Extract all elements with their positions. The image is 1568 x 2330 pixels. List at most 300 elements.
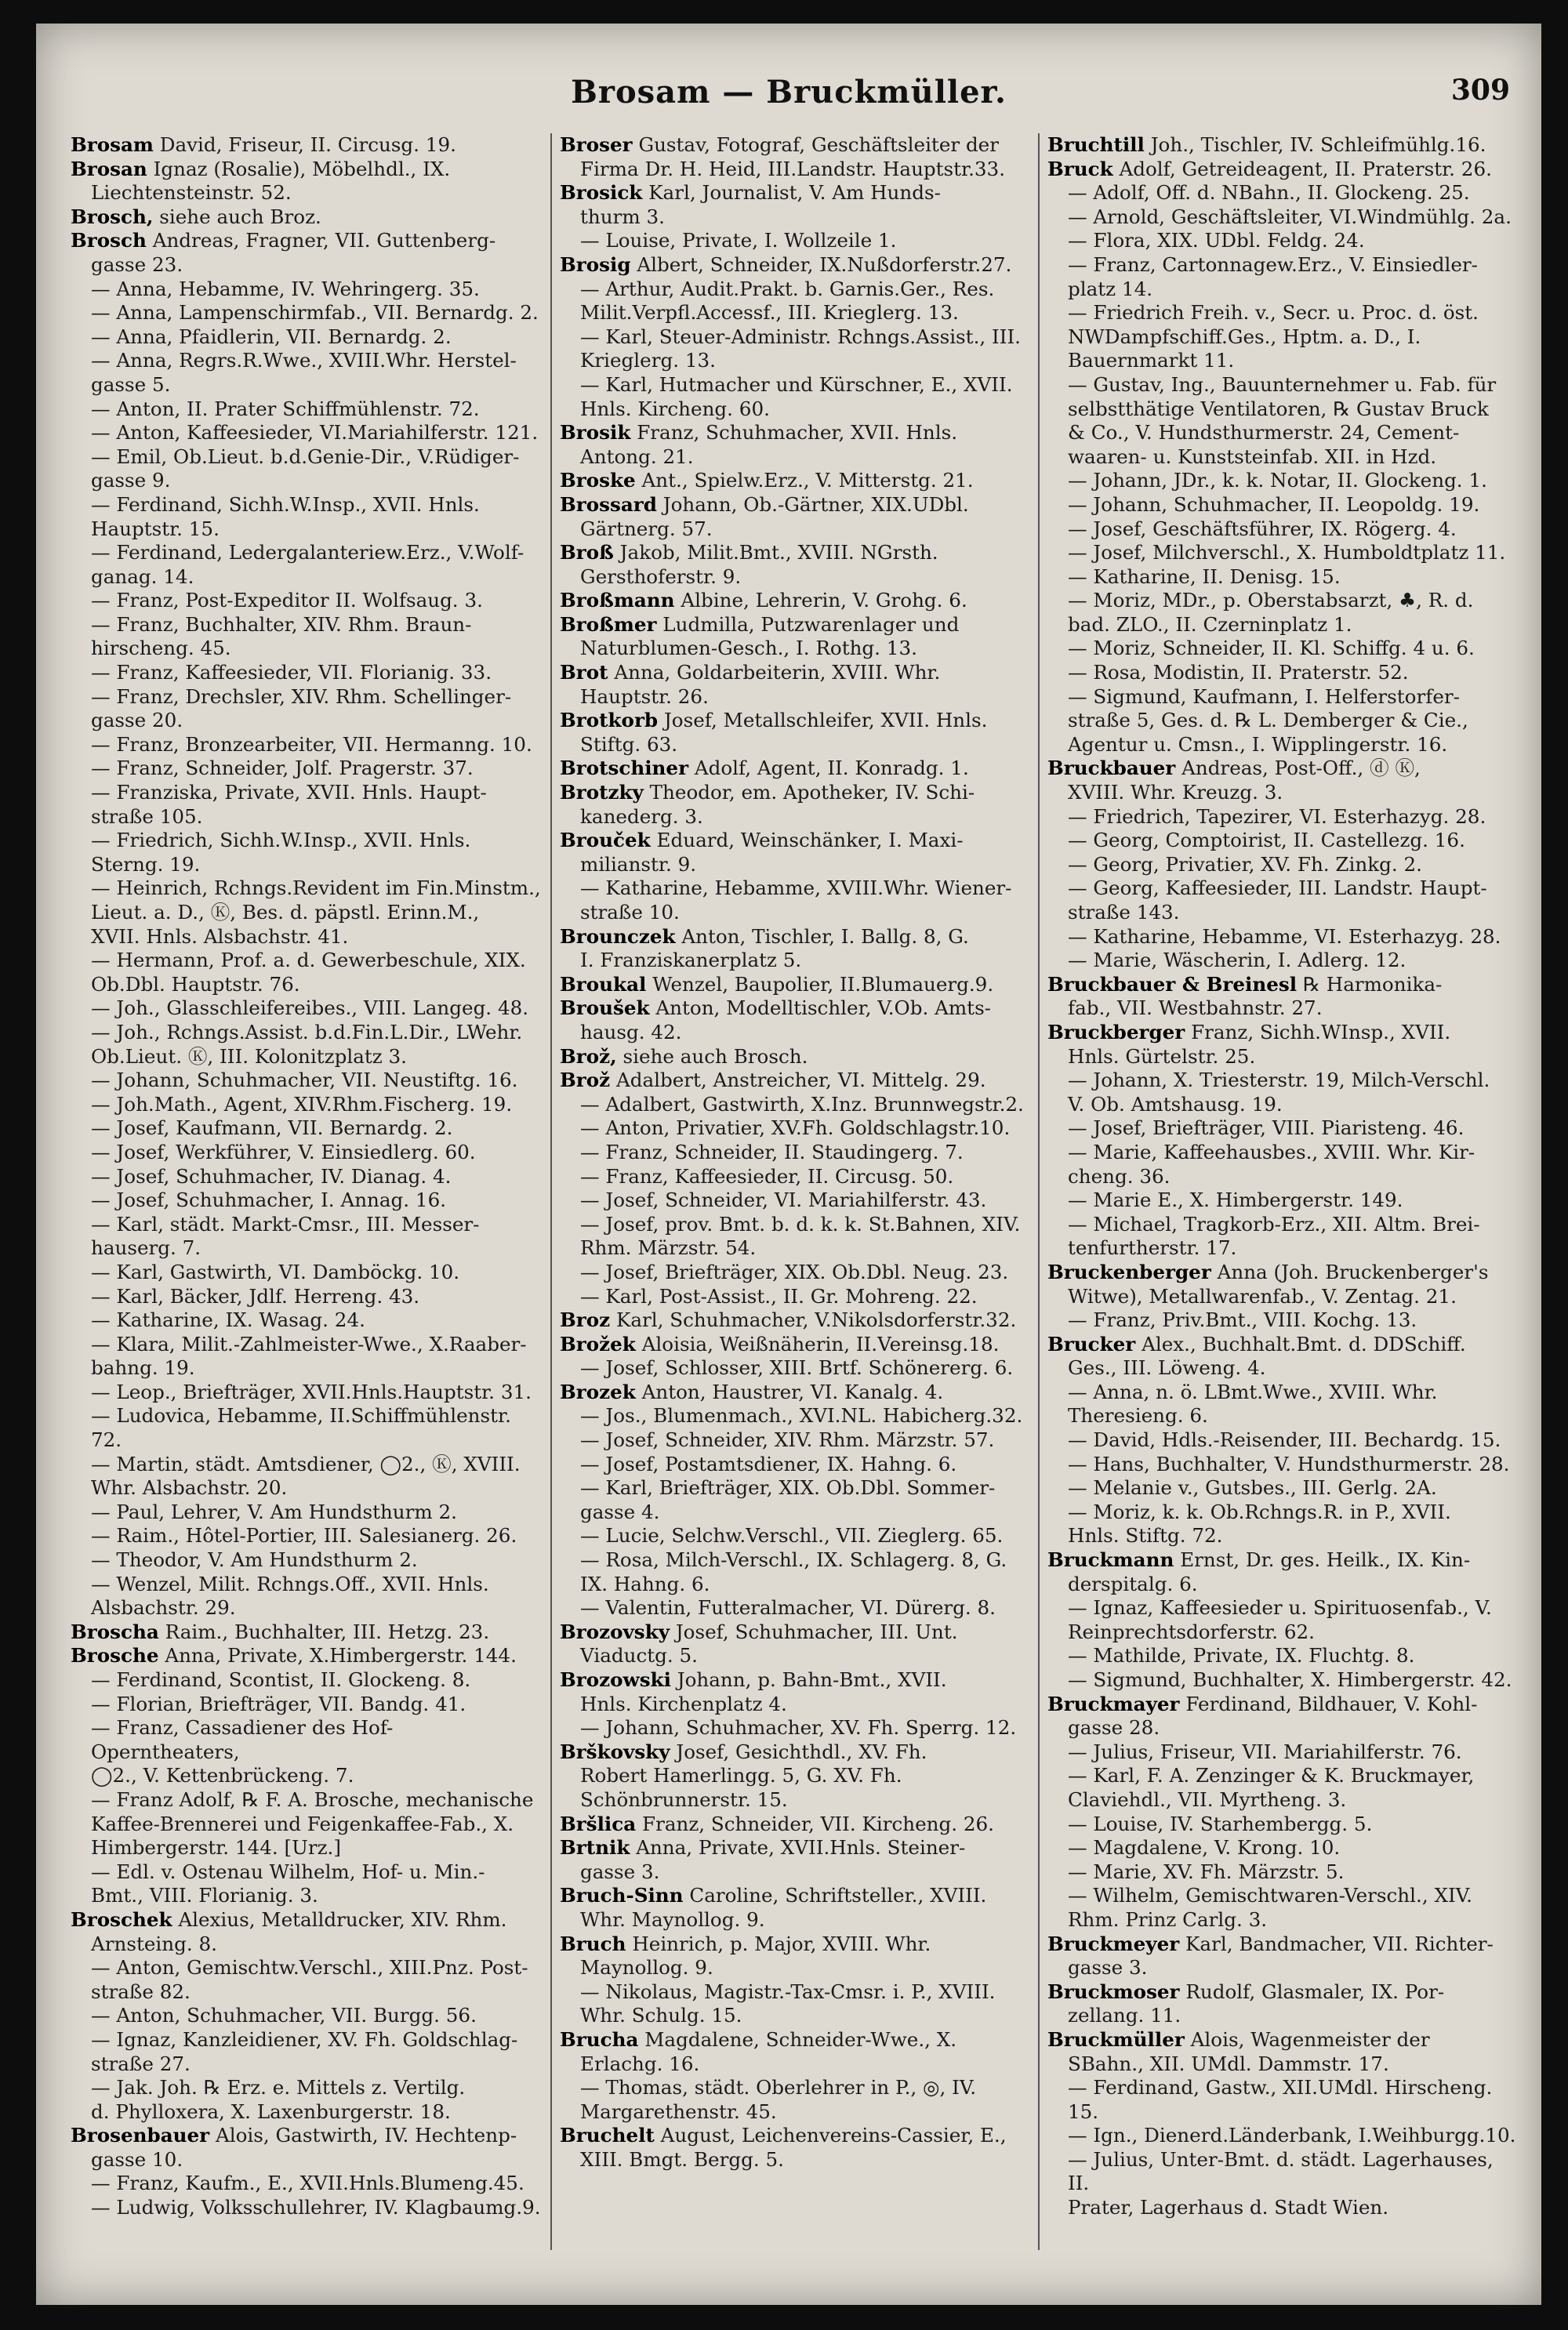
entry-surname: Brož <box>560 1069 611 1092</box>
entry-text: — Karl, F. A. Zenzinger & K. Bruckmayer, <box>1068 1764 1475 1787</box>
directory-entry <box>71 325 541 350</box>
entry-text: Josef, Metallschleifer, XVII. Hnls. <box>663 709 988 732</box>
directory-entry <box>560 1693 1030 1717</box>
entry-text: — Louise, Private, I. Wollzeile 1. <box>580 229 897 252</box>
entry-text: — Josef, Geschäftsführer, IX. Rögerg. 4. <box>1068 517 1457 540</box>
entry-text: — Ludovica, Hebamme, II.Schiffmühlenstr. 72. <box>91 1404 511 1452</box>
directory-entry <box>1047 349 1518 373</box>
entry-text: — Josef, Milchverschl., X. Humboldtplatz 11. <box>1068 541 1506 564</box>
directory-entry <box>1047 781 1518 805</box>
entry-text: — Franz, Priv.Bmt., VIII. Kochg. 13. <box>1068 1308 1417 1332</box>
directory-entry <box>71 1596 541 1620</box>
entry-text: — Ferdinand, Gastw., XII.UMdl. Hirscheng. 15. <box>1068 2076 1493 2123</box>
directory-entry <box>560 205 1030 230</box>
entry-text: — Lucie, Selchw.Verschl., VII. Zieglerg. 65. <box>580 1524 1004 1548</box>
directory-entry <box>560 757 1030 781</box>
entry-text: — Melanie v., Gutsbes., III. Gerlg. 2A. <box>1068 1476 1437 1500</box>
column-divider <box>1038 133 1040 2250</box>
entry-text: Andreas, Post-Off., ⓓ Ⓚ, <box>1181 757 1421 780</box>
entry-text: thurm 3. <box>580 205 665 228</box>
directory-entry <box>1047 1476 1518 1501</box>
directory-entry <box>560 1476 1030 1501</box>
entry-text: Ignaz (Rosalie), Möbelhdl., IX. <box>153 157 451 180</box>
entry-text: — Adolf, Off. d. NBahn., II. Glockeng. 25. <box>1068 181 1470 205</box>
directory-entry <box>1047 1021 1518 1045</box>
entry-surname: Broschek <box>71 1907 172 1931</box>
directory-entry <box>1047 1093 1518 1117</box>
entry-text: Adalbert, Anstreicher, VI. Mittelg. 29. <box>615 1069 986 1092</box>
entry-text: — Johann, Schuhmacher, XV. Fh. Sperrg. 12. <box>580 1716 1017 1740</box>
directory-entry <box>71 1093 541 1117</box>
entry-text: — Friedrich, Tapezirer, VI. Esterhazyg. 28. <box>1068 804 1486 828</box>
directory-entry <box>1047 1860 1518 1885</box>
entry-text: Ob.Dbl. Hauptstr. 76. <box>91 972 300 996</box>
directory-entry <box>1047 445 1518 470</box>
directory-entry <box>71 589 541 613</box>
directory-entry <box>71 2076 541 2100</box>
entry-text: — Franz, Post-Expeditor II. Wolfsaug. 3. <box>91 589 483 612</box>
directory-entry <box>71 278 541 302</box>
entry-text: Erlachg. 16. <box>580 2052 700 2075</box>
entry-text: hauserg. 7. <box>91 1236 201 1260</box>
directory-entry <box>560 1620 1030 1645</box>
directory-entry <box>1047 1524 1518 1548</box>
entry-surname: Bršlica <box>560 1812 637 1835</box>
entry-text: — Josef, Schlosser, XIII. Brtf. Schönererg. 6. <box>580 1356 1014 1380</box>
directory-entry <box>560 2076 1030 2100</box>
entry-text: Adolf, Agent, II. Konradg. 1. <box>694 757 969 780</box>
entry-text: — Ignaz, Kanzleidiener, XV. Fh. Goldschlag- <box>91 2027 518 2051</box>
entry-text: — Anton, Schuhmacher, VII. Burgg. 56. <box>91 2004 477 2027</box>
entry-text: — Marie, XV. Fh. Märzstr. 5. <box>1068 1860 1345 1883</box>
directory-entry <box>1047 1381 1518 1405</box>
directory-entry <box>71 301 541 325</box>
entry-text: — Friedrich, Sichh.W.Insp., XVII. Hnls. <box>91 829 471 852</box>
directory-entry <box>71 685 541 710</box>
directory-entry <box>71 1453 541 1477</box>
entry-text: — Hans, Buchhalter, V. Hundsthurmerstr. 28. <box>1068 1452 1510 1475</box>
entry-text: Wenzel, Baupolier, II.Blumauerg.9. <box>652 972 994 996</box>
entry-text: — Josef, Schuhmacher, I. Annag. 16. <box>91 1189 447 1212</box>
entry-surname: Broscha <box>71 1620 159 1643</box>
directory-entry <box>71 229 541 253</box>
directory-entry <box>560 1045 1030 1069</box>
entry-surname: Brotzky <box>560 781 644 804</box>
page-title: Brosam — Bruckmüller. <box>571 74 1007 111</box>
directory-entry <box>1047 1740 1518 1765</box>
entry-text: Himbergerstr. 144. [Urz.] <box>91 1836 341 1860</box>
entry-text: — Florian, Briefträger, VII. Bandg. 41. <box>91 1692 466 1715</box>
directory-entry <box>71 1813 541 1837</box>
entry-text: — Anna, Regrs.R.Wwe., XVIII.Whr. Herstel- <box>91 349 517 372</box>
directory-entry <box>560 709 1030 733</box>
directory-entry <box>560 1933 1030 1957</box>
directory-entry <box>560 517 1030 542</box>
entry-text: David, Friseur, II. Circusg. 19. <box>159 133 456 156</box>
directory-entry <box>71 2004 541 2028</box>
directory-entry <box>560 1404 1030 1428</box>
entry-text: tenfurtherstr. 17. <box>1068 1236 1237 1260</box>
entry-text: August, Leichenvereins-Cassier, E., <box>660 2124 1007 2147</box>
directory-entry <box>71 1884 541 1908</box>
entry-text: — Franz Adolf, ℞ F. A. Brosche, mechanische <box>91 1787 534 1811</box>
entry-surname: Brosch <box>71 229 147 252</box>
entry-text: Eduard, Weinschänker, I. Maxi- <box>656 829 964 852</box>
directory-entry <box>71 2196 541 2220</box>
entry-text: — Sigmund, Kaufmann, I. Helferstorfer- <box>1068 684 1460 708</box>
entry-text: Naturblumen-Gesch., I. Rothg. 13. <box>580 637 917 660</box>
directory-entry <box>560 373 1030 397</box>
directory-entry <box>560 2100 1030 2125</box>
directory-entry <box>560 1596 1030 1620</box>
entry-text: Josef, Gesichthdl., XV. Fh. <box>676 1740 927 1763</box>
directory-entry <box>1047 661 1518 685</box>
directory-entry <box>560 301 1030 325</box>
directory-entry <box>1047 1453 1518 1477</box>
directory-entry <box>560 1956 1030 1980</box>
entry-text: selbstthätige Ventilatoren, ℞ Gustav Bruck <box>1068 397 1489 420</box>
entry-text: Whr. Alsbachstr. 20. <box>91 1476 288 1500</box>
directory-entry <box>71 1381 541 1405</box>
directory-entry <box>1047 325 1518 350</box>
entry-text: Agentur u. Cmsn., I. Wipplingerstr. 16. <box>1068 732 1448 756</box>
entry-surname: Bruckberger <box>1047 1020 1185 1043</box>
entry-text: — Hermann, Prof. a. d. Gewerbeschule, XIX. <box>91 949 526 972</box>
directory-entry <box>1047 133 1518 158</box>
directory-entry <box>560 996 1030 1021</box>
directory-entry <box>1047 1620 1518 1645</box>
entry-text: Ges., III. Löweng. 4. <box>1068 1356 1266 1380</box>
directory-entry <box>560 1356 1030 1381</box>
directory-entry <box>1047 685 1518 710</box>
directory-entry <box>560 1093 1030 1117</box>
directory-entry <box>1047 253 1518 278</box>
entry-text: Prater, Lagerhaus d. Stadt Wien. <box>1068 2196 1389 2219</box>
directory-entry <box>560 1453 1030 1477</box>
directory-entry <box>560 565 1030 590</box>
entry-text: — Anna, Pfaidlerin, VII. Bernardg. 2. <box>91 325 452 348</box>
entry-text: — Johann, Schuhmacher, II. Leopoldg. 19. <box>1068 492 1480 516</box>
directory-entry <box>1047 637 1518 661</box>
entry-text: — Karl, Hutmacher und Kürschner, E., XVII. <box>580 372 1013 396</box>
entry-surname: Broßmer <box>560 612 657 636</box>
directory-entry <box>560 1069 1030 1093</box>
entry-text: Anna, Goldarbeiterin, XVIII. Whr. <box>614 661 941 684</box>
entry-text: — Johann, JDr., k. k. Notar, II. Glockeng. 1. <box>1068 469 1487 492</box>
entry-text: Alois, Wagenmeister der <box>1190 2027 1430 2051</box>
entry-text: — Valentin, Futteralmacher, VI. Dürerg. 8. <box>580 1596 996 1620</box>
entry-text: gasse 5. <box>91 372 171 396</box>
entry-text: Gersthoferstr. 9. <box>580 564 742 588</box>
entry-text: Franz, Schuhmacher, XVII. Hnls. <box>637 421 958 445</box>
entry-text: Hnls. Gürtelstr. 25. <box>1068 1044 1256 1068</box>
directory-entry <box>560 1189 1030 1213</box>
entry-surname: Bruch-Sinn <box>560 1884 684 1907</box>
directory-entry <box>71 1644 541 1668</box>
entry-surname: Brtnik <box>560 1836 630 1860</box>
directory-entry <box>1047 1908 1518 1933</box>
entry-surname: Brouček <box>560 829 651 852</box>
entry-text: — Anna, n. ö. LBmt.Wwe., XVIII. Whr. <box>1068 1380 1438 1403</box>
entry-text: — Franz, Schneider, Jolf. Pragerstr. 37. <box>91 757 474 780</box>
directory-entry <box>71 397 541 422</box>
entry-text: — Ferdinand, Sichh.W.Insp., XVII. Hnls. <box>91 492 480 516</box>
directory-entry <box>71 1069 541 1093</box>
entry-text: — Josef, prov. Bmt. b. d. k. k. St.Bahnen, XIV. <box>580 1212 1021 1236</box>
directory-entry <box>71 829 541 853</box>
directory-entry <box>71 469 541 493</box>
directory-entry <box>1047 1644 1518 1668</box>
directory-entry <box>71 757 541 781</box>
directory-entry <box>71 901 541 925</box>
entry-text: kanederg. 3. <box>580 804 703 828</box>
entry-text: gasse 3. <box>580 1860 660 1883</box>
entry-text: — Josef, Briefträger, VIII. Piaristeng. 46. <box>1068 1116 1465 1140</box>
entry-text: Josef, Schuhmacher, III. Unt. <box>675 1620 958 1643</box>
directory-entry <box>560 637 1030 661</box>
entry-text: straße 105. <box>91 804 203 828</box>
entry-text: — Arnold, Geschäftsleiter, VI.Windmühlg. 2a. <box>1068 205 1512 228</box>
directory-entry <box>71 421 541 445</box>
entry-text: — Anna, Lampenschirmfab., VII. Bernardg. 2. <box>91 301 539 325</box>
entry-surname: Brozovsky <box>560 1620 670 1643</box>
directory-entry <box>71 1116 541 1141</box>
entry-text: — Gustav, Ing., Bauunternehmer u. Fab. für <box>1068 372 1497 396</box>
directory-entry <box>1047 469 1518 493</box>
entry-text: Anton, Haustrer, VI. Kanalg. 4. <box>641 1380 944 1403</box>
entry-text: gasse 23. <box>91 252 183 276</box>
entry-text: — Jak. Joh. ℞ Erz. e. Mittels z. Vertilg. <box>91 2076 466 2100</box>
entry-text: — Franz, Schneider, II. Staudingerg. 7. <box>580 1140 964 1163</box>
directory-entry <box>71 1165 541 1189</box>
entry-text: Whr. Schulg. 15. <box>580 2004 742 2027</box>
directory-entry <box>1047 158 1518 182</box>
directory-entry <box>71 1716 541 1764</box>
entry-text: Gustav, Fotograf, Geschäftsleiter der <box>638 133 999 156</box>
entry-text: straße 5, Ges. d. ℞ L. Demberger & Cie., <box>1068 709 1468 732</box>
directory-entry <box>560 541 1030 565</box>
directory-entry <box>71 1261 541 1285</box>
directory-entry <box>560 1813 1030 1837</box>
entry-text: — Jos., Blumenmach., XVI.NL. Habicherg.32. <box>580 1404 1023 1428</box>
entry-text: Ob.Lieut. Ⓚ, III. Kolonitzplatz 3. <box>91 1044 407 1068</box>
entry-surname: Brucha <box>560 2027 639 2051</box>
directory-entry <box>560 2052 1030 2077</box>
entry-surname: Brucker <box>1047 1332 1136 1356</box>
entry-text: — Raim., Hôtel-Portier, III. Salesianerg. 26. <box>91 1524 517 1548</box>
entry-text: — Moriz, Schneider, II. Kl. Schiffg. 4 u. 6. <box>1068 637 1475 660</box>
entry-text: Alex., Buchhalt.Bmt. d. DDSchiff. <box>1142 1332 1466 1356</box>
entry-text: — Katharine, Hebamme, XVIII.Whr. Wiener- <box>580 876 1012 900</box>
directory-entry <box>71 1908 541 1933</box>
directory-entry <box>560 181 1030 205</box>
entry-text: — Georg, Privatier, XV. Fh. Zinkg. 2. <box>1068 852 1422 876</box>
entry-surname: Bruckmüller <box>1047 2027 1185 2051</box>
directory-entry <box>560 1860 1030 1885</box>
entry-surname: Brotschiner <box>560 757 689 780</box>
directory-entry <box>560 1116 1030 1141</box>
entry-text: Krieglerg. 13. <box>580 349 716 372</box>
directory-entry <box>1047 181 1518 205</box>
directory-entry <box>71 1980 541 2005</box>
entry-text: — Ferdinand, Scontist, II. Glockeng. 8. <box>91 1668 471 1691</box>
entry-text: — Karl, Bäcker, Jdlf. Herreng. 43. <box>91 1284 420 1308</box>
directory-entry <box>1047 2052 1518 2077</box>
entry-text: — Edl. v. Ostenau Wilhelm, Hof- u. Min.- <box>91 1860 485 1883</box>
entry-text: straße 10. <box>580 901 680 924</box>
directory-entry <box>71 1860 541 1885</box>
entry-text: Milit.Verpfl.Accessf., III. Krieglerg. 13. <box>580 301 959 325</box>
entry-text: — Georg, Comptoirist, II. Castellezg. 16. <box>1068 829 1465 852</box>
directory-entry <box>560 781 1030 805</box>
directory-entry <box>1047 1069 1518 1093</box>
entry-text: — Franz, Kaffeesieder, VII. Florianig. 33. <box>91 661 492 684</box>
entry-text: Jakob, Milit.Bmt., XVIII. NGrsth. <box>619 541 938 564</box>
entry-text: — Anton, Kaffeesieder, VI.Mariahilferstr. 121. <box>91 421 539 445</box>
directory-entry <box>71 973 541 997</box>
entry-text: bad. ZLO., II. Czerninplatz 1. <box>1068 612 1352 636</box>
entry-text: gasse 3. <box>1068 1956 1148 1980</box>
directory-entry <box>1047 1261 1518 1285</box>
directory-entry <box>71 876 541 901</box>
entry-text: d. Phylloxera, X. Laxenburgerstr. 18. <box>91 2100 451 2123</box>
directory-entry <box>560 1141 1030 1165</box>
entry-text: Ludmilla, Putzwarenlager und <box>662 612 960 636</box>
entry-text: — Marie, Wäscherin, I. Adlerg. 12. <box>1068 949 1406 972</box>
entry-text: platz 14. <box>1068 277 1153 300</box>
entry-text: — Anton, Privatier, XV.Fh. Goldschlagstr.10. <box>580 1116 1011 1140</box>
entry-text: Robert Hamerlingg. 5, G. XV. Fh. <box>580 1764 902 1787</box>
entry-text: — Arthur, Audit.Prakt. b. Garnis.Ger., Res. <box>580 277 995 300</box>
entry-text: — Josef, Schneider, VI. Mariahilferstr. 43. <box>580 1189 987 1212</box>
directory-entry <box>71 1404 541 1452</box>
entry-text: Theresieng. 6. <box>1068 1404 1208 1428</box>
entry-text: — Franziska, Private, XVII. Hnls. Haupt- <box>91 781 487 804</box>
entry-surname: Brosch, <box>71 205 154 228</box>
entry-text: derspitalg. 6. <box>1068 1572 1198 1595</box>
entry-text: Albine, Lehrerin, V. Grohg. 6. <box>681 589 967 612</box>
entry-text: Adolf, Getreideagent, II. Praterstr. 26. <box>1119 157 1492 180</box>
directory-entry <box>1047 1501 1518 1525</box>
entry-surname: Bruckbauer <box>1047 757 1176 780</box>
directory-entry <box>560 1333 1030 1357</box>
directory-entry <box>560 2124 1030 2148</box>
directory-entry <box>1047 301 1518 325</box>
entry-surname: Brosick <box>560 181 643 205</box>
entry-text: straße 82. <box>91 1980 191 2003</box>
entry-text: — Franz, Kaffeesieder, II. Circusg. 50. <box>580 1164 954 1188</box>
entry-text: — Katharine, Hebamme, VI. Esterhazyg. 28. <box>1068 924 1501 948</box>
directory-entry <box>560 253 1030 278</box>
entry-text: Johann, p. Bahn-Bmt., XVII. <box>677 1668 947 1691</box>
directory-entry <box>1047 517 1518 542</box>
directory-entry <box>1047 589 1518 613</box>
entry-text: Karl, Schuhmacher, V.Nikolsdorferstr.32. <box>615 1308 1017 1332</box>
directory-entry <box>71 253 541 278</box>
entry-surname: Bruckmoser <box>1047 1980 1180 2003</box>
entry-text: — Anna, Hebamme, IV. Wehringerg. 35. <box>91 277 480 300</box>
entry-text: — Franz, Buchhalter, XIV. Rhm. Braun- <box>91 612 472 636</box>
entry-text: — Karl, städt. Markt-Cmsr., III. Messer- <box>91 1212 480 1236</box>
entry-text: fab., VII. Westbahnstr. 27. <box>1068 996 1323 1020</box>
entry-text: — Michael, Tragkorb-Erz., XII. Altm. Brei- <box>1068 1212 1480 1236</box>
directory-entry <box>560 158 1030 182</box>
entry-text: — Ign., Dienerd.Länderbank, I.Weihburgg.10. <box>1068 2124 1516 2147</box>
directory-entry <box>1047 229 1518 253</box>
directory-entry <box>560 901 1030 925</box>
directory-entry <box>71 565 541 590</box>
directory-entry <box>1047 565 1518 590</box>
entry-surname: Brounczek <box>560 924 676 948</box>
directory-entry <box>71 1308 541 1333</box>
entry-text: Anna (Joh. Bruckenberger's <box>1217 1260 1489 1283</box>
entry-text: — Moriz, k. k. Ob.Rchngs.R. in P., XVII. <box>1068 1500 1451 1523</box>
directory-entry <box>71 1213 541 1237</box>
entry-text: gasse 10. <box>91 2147 183 2171</box>
entry-text: I. Franziskanerplatz 5. <box>580 949 802 972</box>
directory-entry <box>71 1788 541 1813</box>
entry-surname: Brosenbauer <box>71 2124 210 2147</box>
entry-text: Arnsteing. 8. <box>91 1932 217 1955</box>
directory-entry <box>560 805 1030 829</box>
directory-entry <box>71 1620 541 1645</box>
entry-text: Viaductg. 5. <box>580 1644 698 1668</box>
directory-entry <box>1047 1596 1518 1620</box>
entry-text: Raim., Buchhalter, III. Hetzg. 23. <box>165 1620 490 1643</box>
directory-entry <box>1047 1668 1518 1693</box>
directory-entry <box>71 1524 541 1548</box>
entry-surname: Broßmann <box>560 589 675 612</box>
entry-text: Ernst, Dr. ges. Heilk., IX. Kin- <box>1180 1548 1471 1572</box>
entry-text: waaren- u. Kunststeinfab. XII. in Hzd. <box>1068 445 1437 468</box>
directory-entry <box>1047 1573 1518 1597</box>
entry-text: Andreas, Fragner, VII. Guttenberg- <box>152 229 496 252</box>
directory-entry <box>71 2172 541 2196</box>
entry-text: Reinprechtsdorferstr. 62. <box>1068 1620 1315 1643</box>
directory-entry <box>1047 2028 1518 2052</box>
entry-text: — Emil, Ob.Lieut. b.d.Genie-Dir., V.Rüdiger- <box>91 445 520 468</box>
directory-page <box>36 24 1541 2305</box>
directory-entry <box>1047 1884 1518 1908</box>
entry-text: — Karl, Post-Assist., II. Gr. Mohreng. 22. <box>580 1284 978 1308</box>
directory-entry <box>1047 1333 1518 1357</box>
directory-entry <box>71 1141 541 1165</box>
entry-text: Rudolf, Glasmaler, IX. Por- <box>1185 1980 1445 2003</box>
entry-text: — Martin, städt. Amtsdiener, ◯2., Ⓚ, XVIII. <box>91 1452 521 1475</box>
directory-entry <box>1047 853 1518 877</box>
entry-text: Hauptstr. 15. <box>91 517 220 540</box>
directory-entry <box>1047 901 1518 925</box>
directory-entry <box>560 613 1030 637</box>
directory-entry <box>560 1908 1030 1933</box>
entry-text: Heinrich, p. Major, XVIII. Whr. <box>632 1932 931 1955</box>
entry-text: — Friedrich Freih. v., Secr. u. Proc. d. öst. <box>1068 301 1479 325</box>
entry-text: milianstr. 9. <box>580 852 697 876</box>
directory-entry <box>71 637 541 661</box>
entry-text: straße 27. <box>91 2052 191 2075</box>
entry-text: — Mathilde, Private, IX. Fluchtg. 8. <box>1068 1644 1415 1668</box>
directory-entry <box>71 493 541 517</box>
directory-entry <box>560 1788 1030 1813</box>
directory-entry <box>71 1285 541 1309</box>
directory-entry <box>1047 373 1518 397</box>
directory-entry <box>71 1476 541 1501</box>
entry-text: Margarethenstr. 45. <box>580 2100 777 2123</box>
entry-surname: Brosam <box>71 133 154 156</box>
entry-text: — Theodor, V. Am Hundsthurm 2. <box>91 1548 418 1572</box>
directory-entry <box>560 2028 1030 2052</box>
entry-text: — Joh.Math., Agent, XIV.Rhm.Fischerg. 19. <box>91 1092 513 1116</box>
